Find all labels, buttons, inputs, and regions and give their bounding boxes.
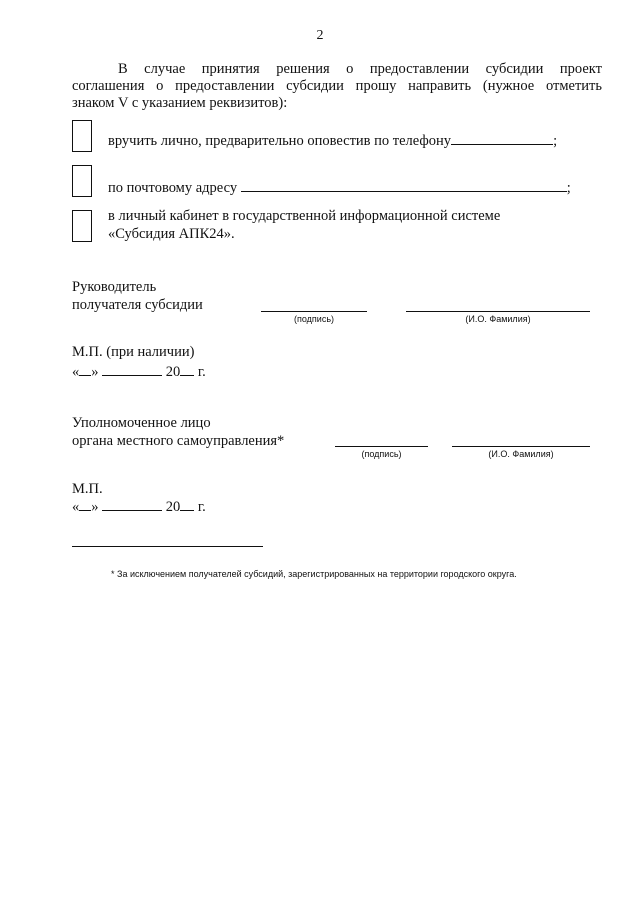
recipient-date-close: »: [91, 364, 99, 380]
option-cabinet-checkbox[interactable]: [72, 210, 92, 242]
authority-year-suffix: г.: [197, 499, 206, 515]
option-cabinet-label-1: в личный кабинет в государственной информационной системе: [108, 208, 501, 224]
recipient-title-2: получателя субсидии: [72, 297, 203, 313]
authority-signature-caption: (подпись): [361, 449, 402, 459]
option-mail-label: по почтовому адресу: [108, 180, 238, 196]
option-cabinet-label-2: «Субсидия АПК24».: [108, 226, 235, 242]
authority-title-2: органа местного самоуправления*: [72, 433, 285, 449]
authority-name-caption: (И.О. Фамилия): [488, 449, 554, 459]
page-number: 2: [316, 28, 324, 43]
intro-line-2: соглашения о предоставлении субсидии прошу направить (нужное отметить: [72, 78, 602, 94]
authority-year-prefix: 20: [165, 499, 181, 515]
authority-year-field[interactable]: [180, 497, 194, 511]
recipient-title-1: Руководитель: [72, 279, 157, 295]
recipient-signature-caption: (подпись): [293, 314, 335, 324]
recipient-date-open: «: [72, 364, 80, 380]
recipient-day-field[interactable]: [79, 362, 91, 376]
authority-date-close: »: [91, 499, 99, 515]
recipient-year-field[interactable]: [180, 362, 194, 376]
recipient-name-caption: (И.О. Фамилия): [465, 314, 531, 324]
phone-field[interactable]: [451, 131, 553, 145]
option-in-person-label: вручить лично, предварительно оповестив по телефону: [108, 133, 452, 149]
footnote: * За исключением получателей субсидий, зарегистрированных на территории городского округа.: [111, 569, 517, 579]
recipient-year-prefix: 20: [165, 364, 181, 380]
recipient-month-field[interactable]: [102, 362, 162, 376]
option-mail-end: ;: [566, 180, 571, 196]
intro-line-1: В случае принятия решения о предоставлении субсидии проект: [118, 61, 602, 77]
recipient-signature-line[interactable]: [261, 311, 367, 312]
authority-name-line[interactable]: [452, 446, 590, 447]
option-mail-checkbox[interactable]: [72, 165, 92, 197]
authority-seal: М.П.: [72, 481, 103, 497]
intro-line-3: знаком V с указанием реквизитов):: [72, 95, 288, 111]
footnote-divider: [72, 546, 263, 547]
option-in-person: [108, 131, 557, 150]
recipient-year-suffix: г.: [197, 364, 206, 380]
authority-title-1: Уполномоченное лицо: [72, 415, 211, 431]
recipient-date: [72, 362, 206, 381]
intro-paragraph: [72, 61, 602, 112]
authority-date: [72, 497, 206, 516]
option-mail: [108, 178, 571, 197]
authority-month-field[interactable]: [102, 497, 162, 511]
option-in-person-end: ;: [553, 133, 558, 149]
authority-signature-line[interactable]: [335, 446, 428, 447]
postal-address-field[interactable]: [241, 178, 567, 192]
recipient-seal: М.П. (при наличии): [72, 344, 195, 360]
recipient-name-line[interactable]: [406, 311, 590, 312]
authority-day-field[interactable]: [79, 497, 91, 511]
option-in-person-checkbox[interactable]: [72, 120, 92, 152]
authority-date-open: «: [72, 499, 80, 515]
